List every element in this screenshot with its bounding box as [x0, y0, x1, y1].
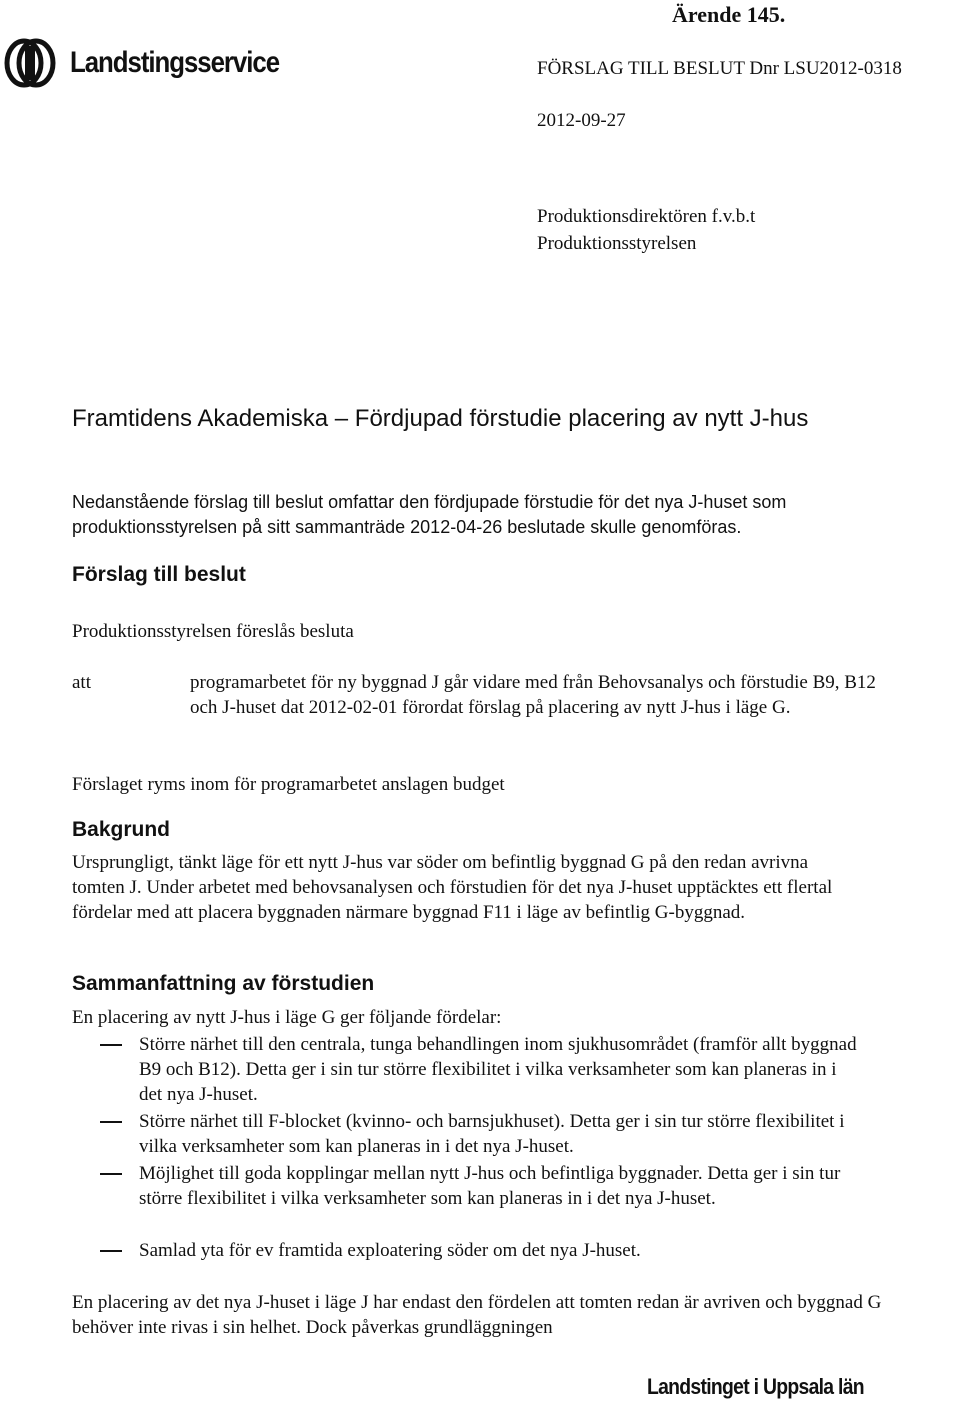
list-item-text: Större närhet till den centrala, tunga behandlingen inom sjukhusområdet (framför allt byggnad B9 och B12). Detta ger i sin tur större flexibilitet i vilka verksamheter som kan planeras in i det nya J-huset.	[139, 1034, 857, 1105]
att-label: att	[72, 672, 91, 693]
dash-bullet-icon	[100, 1044, 122, 1046]
recipient-line: Produktionsstyrelsen	[537, 233, 697, 254]
intro-paragraph: Nedanstående förslag till beslut omfattar den fördjupade förstudie för det nya J-huset som produktionsstyrelsen på sitt sammanträde 2012-04-26 beslutade skulle genomföras.	[72, 492, 787, 537]
dash-bullet-icon	[100, 1173, 122, 1175]
list-item-text: Samlad yta för ev framtida exploatering söder om det nya J-huset.	[139, 1240, 641, 1261]
dash-bullet-icon	[100, 1121, 122, 1123]
section-heading-forslag: Förslag till beslut	[72, 563, 246, 586]
forslag-intro: Produktionsstyrelsen föreslås besluta	[72, 621, 354, 642]
landstingsservice-logo	[4, 38, 280, 94]
final-paragraph: En placering av det nya J-huset i läge J har endast den fördelen att tomten redan är avriven och byggnad G behöver inte rivas i sin helhet. Dock påverkas grundläggningen	[72, 1292, 882, 1338]
list-item-text: Större närhet till F-blocket (kvinno- och barnsjukhuset). Detta ger i sin tur större flexibilitet i vilka verksamheter som kan planeras in i det nya J-huset.	[139, 1111, 845, 1157]
list-item-text: Möjlighet till goda kopplingar mellan nytt J-hus och befintliga byggnader. Detta ger i sin tur större flexibilitet i vilka verksamheter som kan planeras in i det nya J-huset.	[139, 1163, 841, 1209]
forslag-note: Förslaget ryms inom för programarbetet anslagen budget	[72, 774, 505, 795]
landstingsservice-logo-icon	[4, 38, 56, 88]
landstinget-uppsala-logo: Landstinget i Uppsala län	[647, 1374, 864, 1399]
section-heading-bakgrund: Bakgrund	[72, 818, 171, 841]
arende-number: Ärende 145.	[672, 2, 786, 27]
recipient-line: Produktionsdirektören f.v.b.t	[537, 206, 756, 227]
logo-text: Landstingsservice	[70, 46, 280, 79]
recipient-block	[537, 203, 755, 257]
dash-bullet-icon	[100, 1250, 122, 1252]
document-date: 2012-09-27	[537, 110, 626, 131]
section-heading-sammanfattning: Sammanfattning av förstudien	[72, 972, 375, 995]
att-text: programarbetet för ny byggnad J går vidare med från Behovsanalys och förstudie B9, B12 och J-huset dat 2012-02-01 förordat förslag på placering av nytt J-hus i läge G.	[190, 672, 876, 718]
sammanfattning-intro: En placering av nytt J-hus i läge G ger följande fördelar:	[72, 1007, 502, 1028]
document-title: Framtidens Akademiska – Fördjupad förstudie placering av nytt J-hus	[72, 405, 809, 432]
bakgrund-paragraph: Ursprungligt, tänkt läge för ett nytt J-hus var söder om befintlig byggnad G på den redan avrivna tomten J. Under arbetet med behovsanalysen och förstudien för det nya J-huset upptäcktes ett flertal fördelar med att placera byggnaden närmare byggnad F11 i läge av befintlig G-byggnad.	[72, 852, 833, 923]
document-reference: FÖRSLAG TILL BESLUT Dnr LSU2012-0318	[537, 58, 902, 79]
